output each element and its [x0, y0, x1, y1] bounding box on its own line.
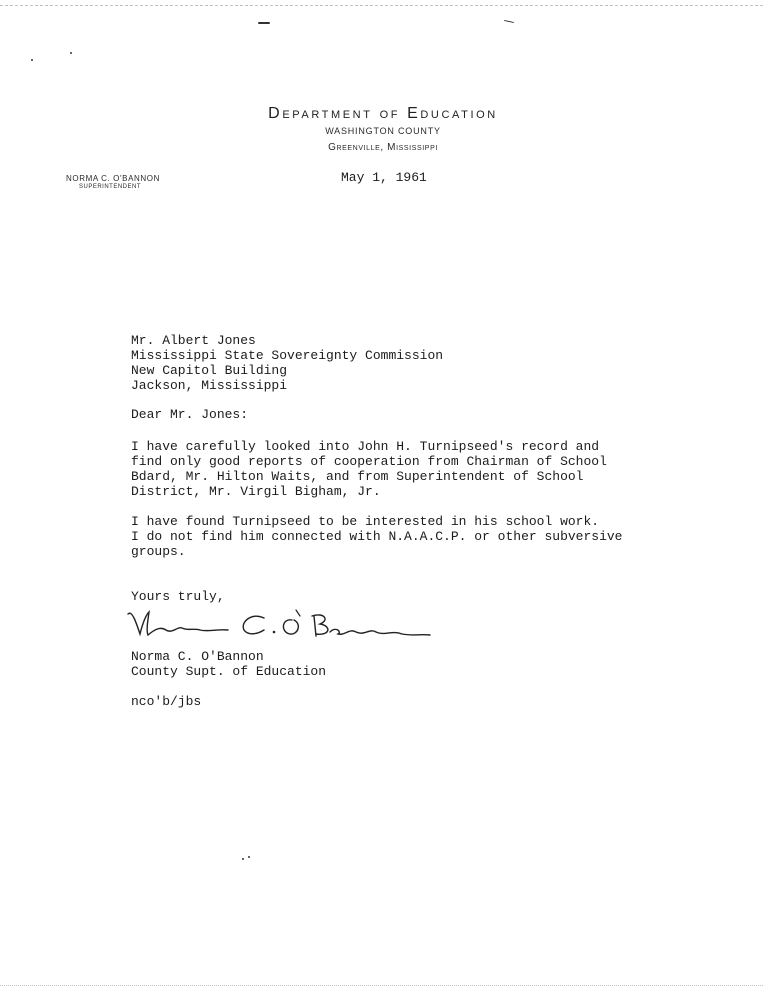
scan-edge-top	[0, 5, 763, 6]
body-line: I have found Turnipseed to be interested in his school work.	[131, 514, 600, 529]
signature-stroke	[243, 616, 264, 634]
closing: Yours truly,	[131, 589, 225, 604]
scan-speck	[31, 59, 33, 61]
scan-speck	[504, 20, 514, 23]
body-line: Bdard, Mr. Hilton Waits, and from Superintendent of School	[131, 469, 584, 484]
signature-stroke	[283, 620, 298, 634]
signature-stroke	[128, 612, 228, 635]
address-line: Jackson, Mississippi	[131, 378, 288, 393]
letter-date: May 1, 1961	[341, 170, 427, 185]
signature-stroke	[312, 615, 328, 636]
scan-speck	[242, 858, 244, 860]
letterhead-county: WASHINGTON COUNTY	[325, 126, 441, 136]
letterhead-city: Greenville, Mississippi	[328, 142, 438, 153]
signer-title: County Supt. of Education	[131, 664, 327, 679]
signer-name: Norma C. O'Bannon	[131, 649, 264, 664]
body-paragraph-2	[131, 514, 622, 559]
address-line: New Capitol Building	[131, 363, 288, 378]
body-line: District, Mr. Virgil Bigham, Jr.	[131, 484, 381, 499]
signature-stroke	[330, 629, 430, 635]
reference-initials: nco'b/jbs	[131, 694, 202, 709]
salutation: Dear Mr. Jones:	[131, 407, 249, 422]
scan-speck	[70, 52, 72, 54]
body-line: find only good reports of cooperation from Chairman of School	[131, 454, 607, 469]
address-line: Mr. Albert Jones	[131, 333, 256, 348]
signature-stroke	[296, 610, 300, 616]
scan-speck	[248, 856, 250, 858]
body-line: I have carefully looked into John H. Turnipseed's record and	[131, 439, 600, 454]
scan-edge-bottom	[0, 985, 763, 986]
recipient-address	[131, 333, 443, 393]
body-line: I do not find him connected with N.A.A.C.P. or other subversive	[131, 529, 623, 544]
letterhead-official-name: NORMA C. O'BANNON	[66, 174, 160, 183]
body-paragraph-1	[131, 439, 607, 499]
letterhead-official-role: SUPERINTENDENT	[79, 184, 142, 190]
scan-speck	[258, 22, 270, 24]
letterhead-title: Department of Education	[268, 105, 498, 122]
handwritten-signature	[124, 604, 434, 648]
signature-stroke	[273, 631, 276, 634]
address-line: Mississippi State Sovereignty Commission	[131, 348, 444, 363]
body-line: groups.	[131, 544, 186, 559]
